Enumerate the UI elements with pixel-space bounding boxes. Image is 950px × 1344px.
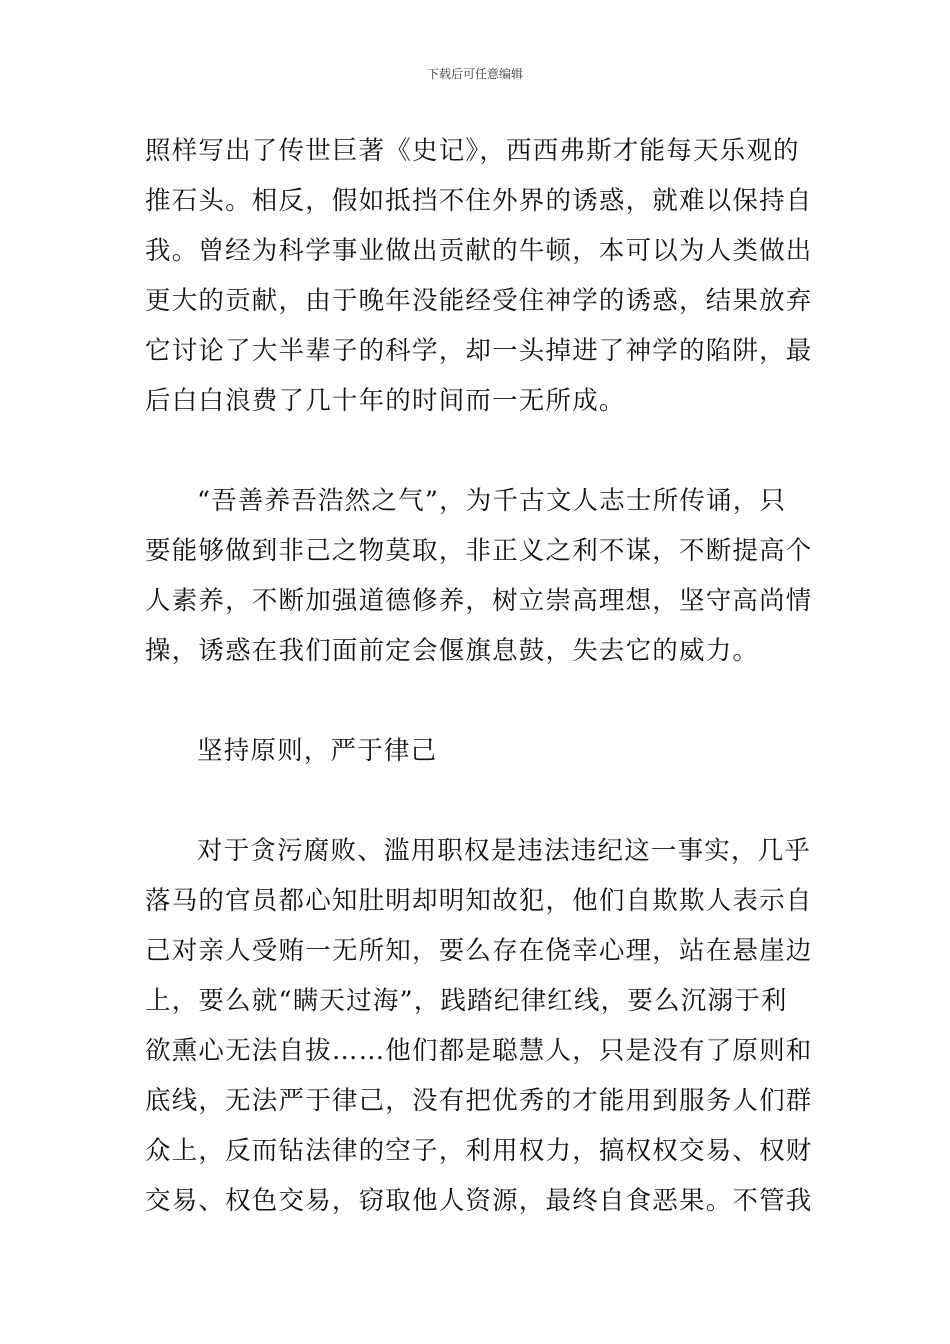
text-line: 照样写出了传世巨著《史记》，西西弗斯才能每天乐观的 bbox=[145, 136, 800, 166]
heading-text: 坚持原则，严于律己 bbox=[197, 736, 438, 766]
text-line: 交易、权色交易，窃取他人资源，最终自食恶果。不管我 bbox=[145, 1186, 813, 1216]
text-line: 上，要么就“瞒天过海”，践踏纪律红线，要么沉溺于利 bbox=[145, 986, 788, 1016]
paragraph-haoran-zhiqi bbox=[145, 476, 813, 676]
text-line: 落马的官员都心知肚明却明知故犯，他们自欺欺人表示自 bbox=[145, 886, 813, 916]
text-line: “吾善养吾浩然之气”，为千古文人志士所传诵，只 bbox=[197, 486, 787, 516]
text-line: 我。曾经为科学事业做出贡献的牛顿，本可以为人类做出 bbox=[145, 236, 813, 266]
paragraph-newton bbox=[145, 126, 813, 426]
text-line: 己对亲人受贿一无所知，要么存在侥幸心理，站在悬崖边 bbox=[145, 936, 813, 966]
text-line: 后白白浪费了几十年的时间而一无所成。 bbox=[145, 386, 626, 416]
text-line: 底线，无法严于律己，没有把优秀的才能用到服务人们群 bbox=[145, 1086, 813, 1116]
text-line: 推石头。相反，假如抵挡不住外界的诱惑，就难以保持自 bbox=[145, 186, 813, 216]
text-line: 人素养，不断加强道德修养，树立崇高理想，坚守高尚情 bbox=[145, 586, 813, 616]
section-heading bbox=[145, 726, 807, 776]
text-line: 要能够做到非己之物莫取，非正义之利不谋，不断提高个 bbox=[145, 536, 813, 566]
text-line: 它讨论了大半辈子的科学，却一头掉进了神学的陷阱，最 bbox=[145, 336, 813, 366]
text-line: 更大的贡献，由于晚年没能经受住神学的诱惑，结果放弃 bbox=[145, 286, 813, 316]
page-header: 下载后可任意编辑 bbox=[426, 67, 523, 81]
text-line: 操，诱惑在我们面前定会偃旗息鼓，失去它的威力。 bbox=[145, 636, 760, 666]
text-line: 众上，反而钻法律的空子，利用权力，搞权权交易、权财 bbox=[145, 1136, 813, 1166]
text-line: 对于贪污腐败、滥用职权是违法违纪这一事实，几乎 bbox=[197, 836, 812, 866]
text-line: 欲熏心无法自拔……他们都是聪慧人，只是没有了原则和 bbox=[145, 1036, 813, 1066]
paragraph-corruption bbox=[145, 826, 813, 1226]
